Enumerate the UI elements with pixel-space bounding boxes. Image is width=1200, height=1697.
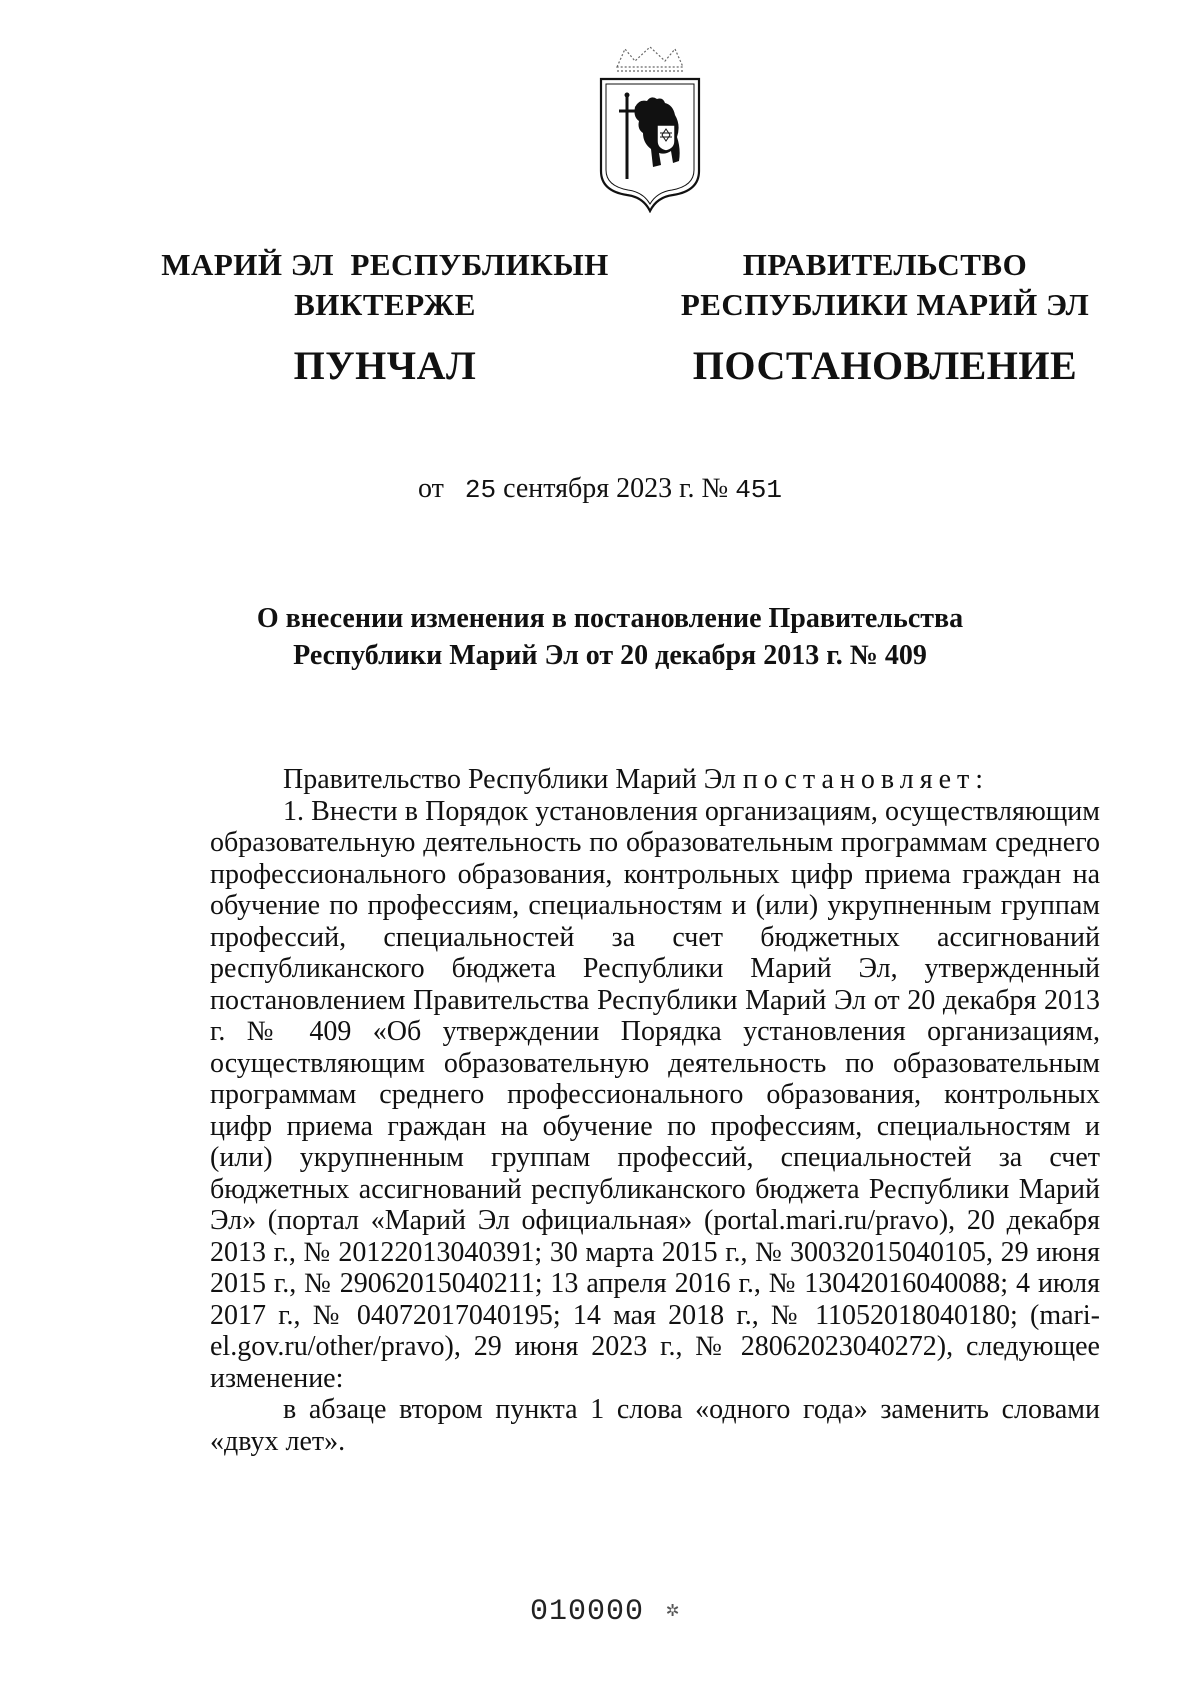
header-right-line1: ПРАВИТЕЛЬСТВО <box>742 247 1028 282</box>
change-paragraph: в абзаце втором пункта 1 слова «одного года» заменить словами «двух лет». <box>210 1394 1100 1457</box>
preamble-end: : <box>975 764 984 795</box>
preamble-spaced-word: постановляет <box>742 764 976 795</box>
title-line2: Республики Марий Эл от 20 декабря 2013 г. № 409 <box>293 640 927 671</box>
header-left-line1: МАРИЙ ЭЛ РЕСПУБЛИКЫН <box>161 247 609 282</box>
document-date-line <box>0 473 1200 505</box>
coat-of-arms-icon <box>595 45 705 213</box>
footer-serial <box>530 1595 680 1629</box>
document-title <box>200 600 1020 674</box>
header-right-doc-type: ПОСТАНОВЛЕНИЕ <box>692 343 1078 388</box>
serial-number: 010000 <box>530 1595 645 1629</box>
preamble <box>210 764 1100 796</box>
date-month-year: сентября 2023 г. № <box>503 473 729 504</box>
document-number: 451 <box>735 475 782 505</box>
title-line1: О внесении изменения в постановление Правительства <box>256 603 964 634</box>
preamble-start: Правительство Республики Марий Эл <box>283 764 743 795</box>
asterisk-mark-icon: ✲ <box>666 1598 681 1623</box>
header-left <box>150 245 620 391</box>
date-day: 25 <box>464 475 497 505</box>
header-left-line2: ВИКТЕРЖЕ <box>294 287 476 322</box>
document-body <box>210 764 1100 1457</box>
header-left-doc-type: ПУНЧАЛ <box>293 343 477 388</box>
header-right <box>650 245 1120 391</box>
header-right-line2: РЕСПУБЛИКИ МАРИЙ ЭЛ <box>680 287 1090 322</box>
date-prefix: от <box>418 473 444 504</box>
item-1: 1. Внести в Порядок установления организациям, осуществляющим образовательную деятельность по образовательным программам среднего профессионального образования, контрольных цифр приема граждан на обучение по профессиям, специальностям и (или) укрупненным группам профессий, специальностей за счет бюджетных ассигнований республиканского бюджета Республики Марий Эл, утвержденный постановлением Правительства Республики Марий Эл от 20 декабря 2013 г. № 409 «Об утверждении Порядка установления организациям, осуществляющим образовательную деятельность по образовательным программам среднего профессионального образования, контрольных цифр приема граждан на обучение по профессиям, специальностям и (или) укрупненным группам профессий, специальностей за счет бюджетных ассигнований республиканского бюджета Республики Марий Эл» (портал «Марий Эл официальная» (portal.mari.ru/pravo), 20 декабря 2013 г., № 20122013040391; 30 марта 2015 г., № 30032015040105, 29 июня 2015 г., № 29062015040211; 13 апреля 2016 г., № 13042016040088; 4 июля 2017 г., № 04072017040195; 14 мая 2018 г., № 11052018040180; (mari-el.gov.ru/other/pravo), 29 июня 2023 г., № 28062023040272), следующее изменение: <box>210 795 1100 1394</box>
